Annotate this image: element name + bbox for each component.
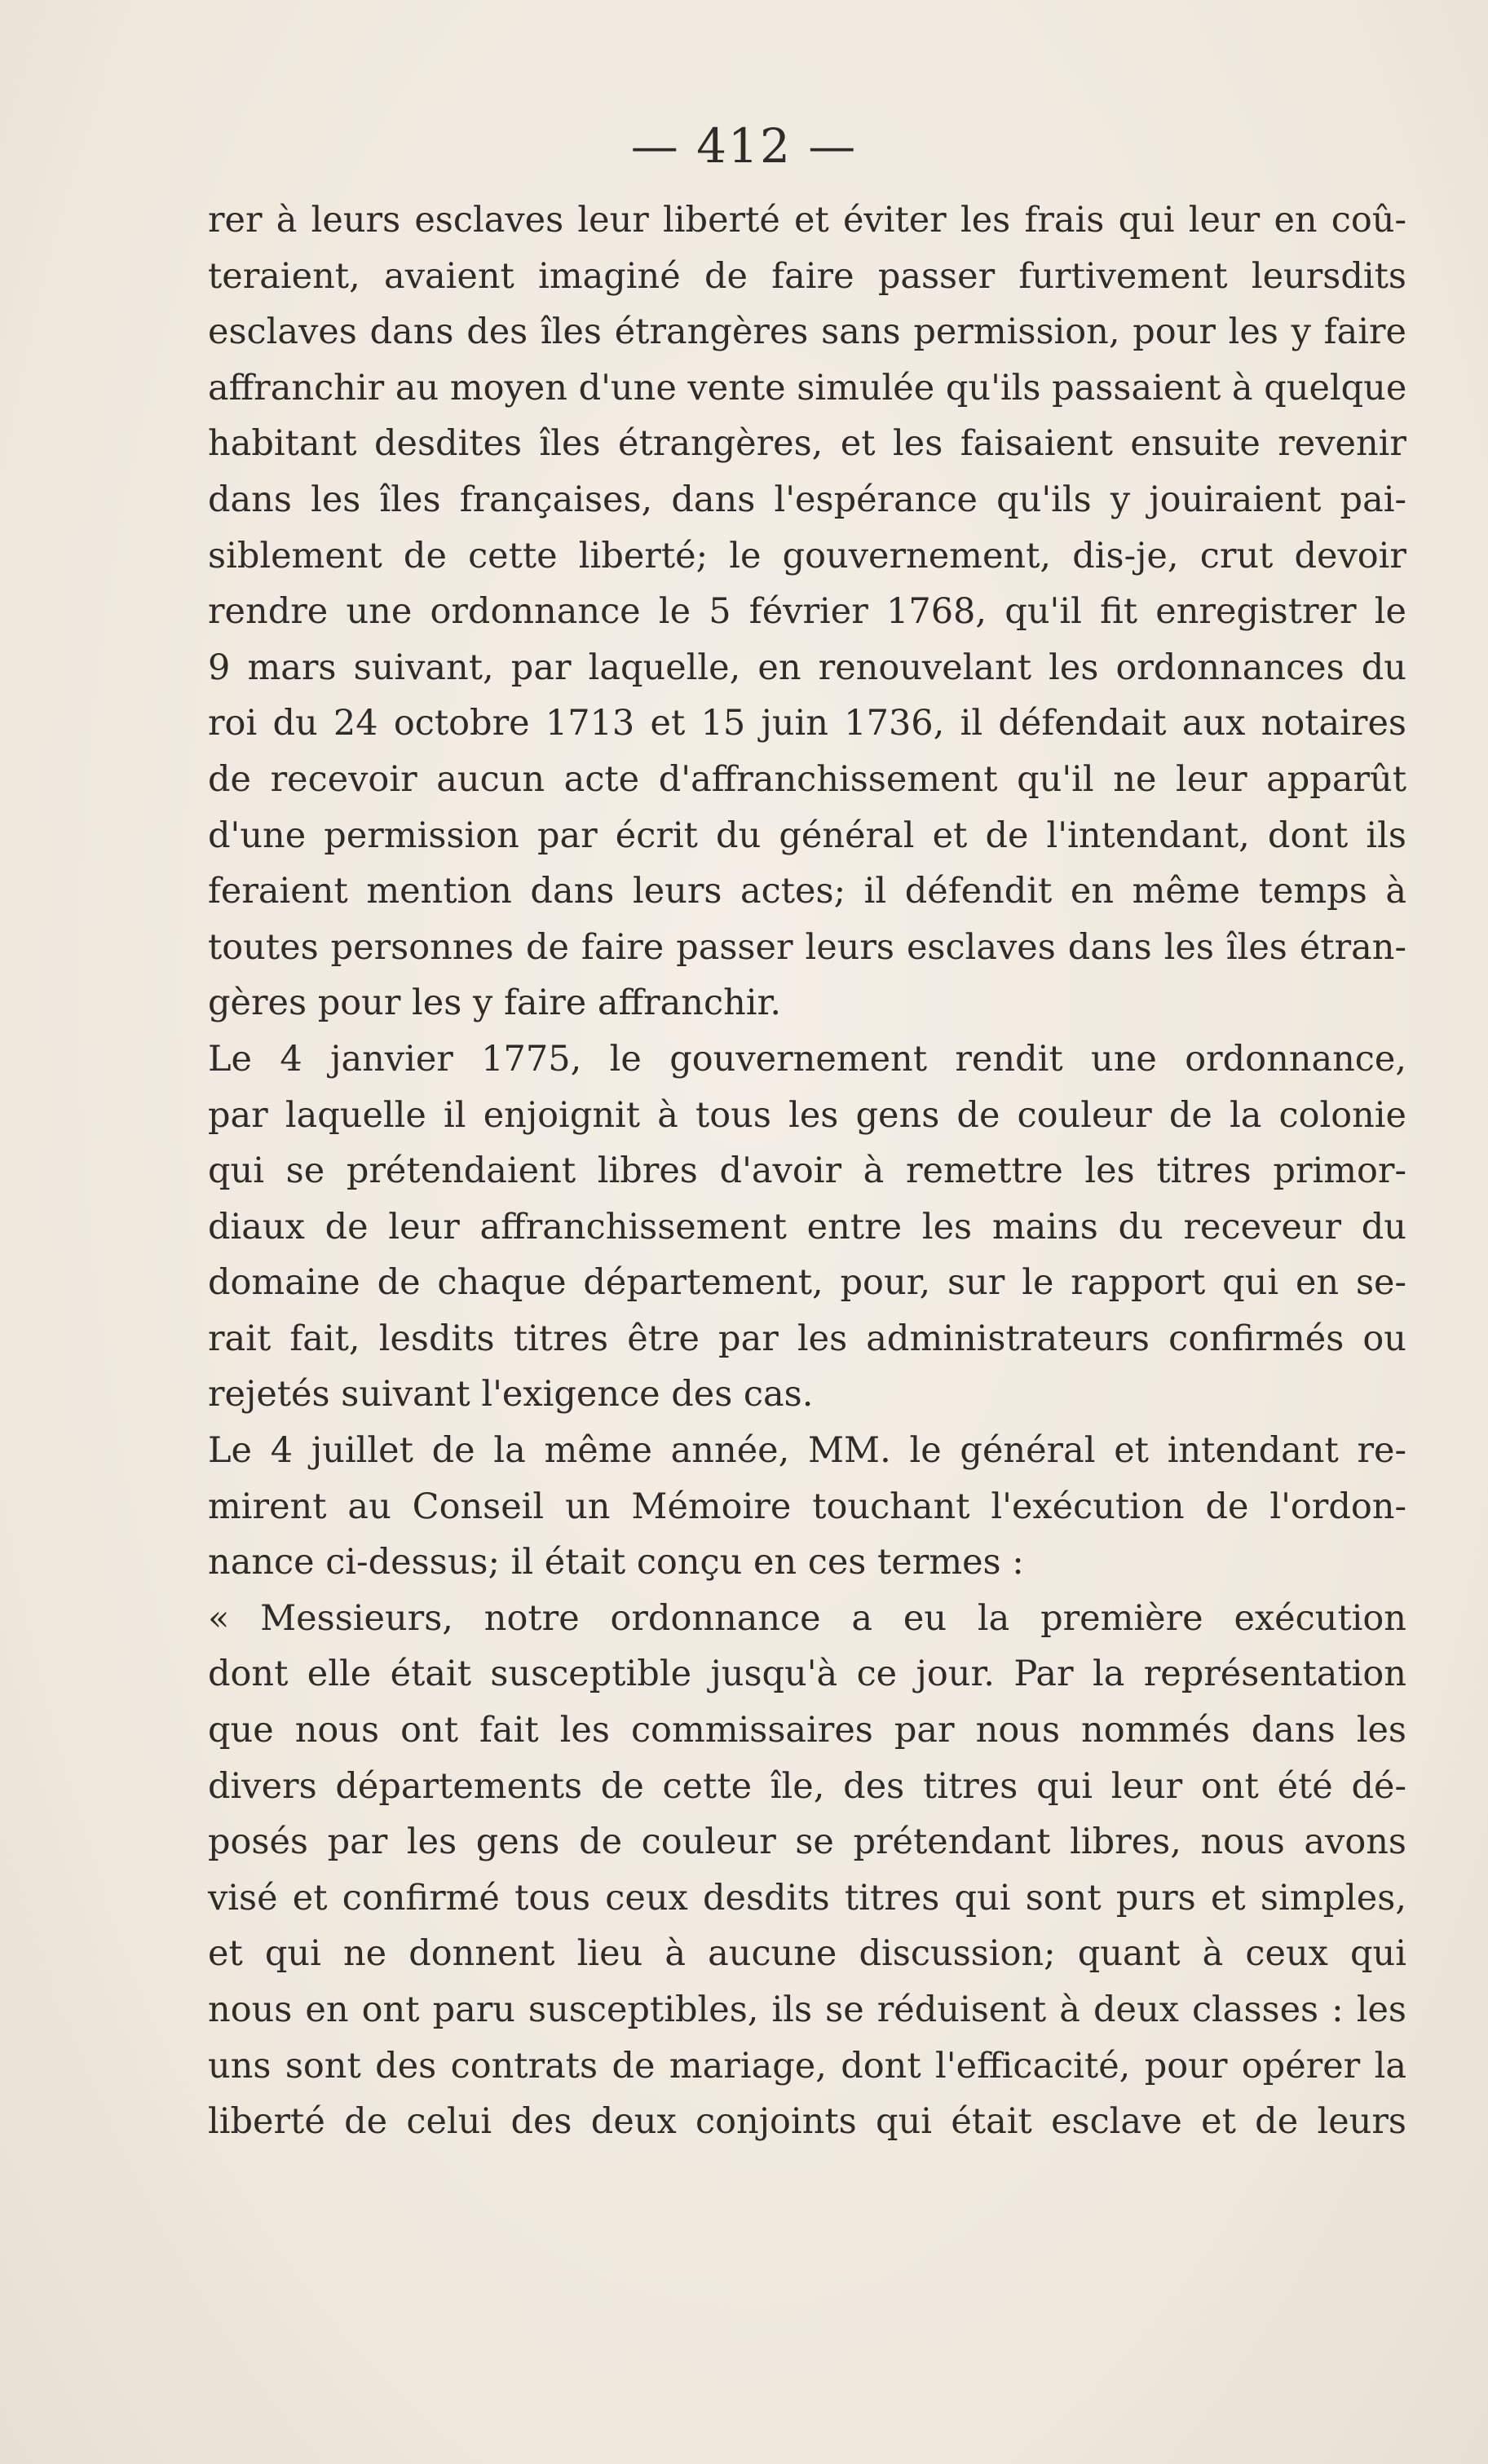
text-line: par laquelle il enjoignit à tous les gens de couleur de la colonie bbox=[208, 1094, 1406, 1136]
text-line: siblement de cette liberté; le gouvernement, dis-je, crut devoir bbox=[208, 535, 1406, 576]
text-line: Le 4 janvier 1775, le gouvernement rendit une ordonnance, bbox=[208, 1038, 1406, 1080]
text-line: roi du 24 octobre 1713 et 15 juin 1736, il défendait aux notaires bbox=[208, 703, 1406, 744]
text-line: esclaves dans des îles étrangères sans permission, pour les y faire bbox=[208, 311, 1406, 353]
text-line: feraient mention dans leurs actes; il défendit en même temps à bbox=[208, 871, 1406, 912]
text-line: que nous ont fait les commissaires par nous nommés dans les bbox=[208, 1710, 1406, 1751]
text-line: « Messieurs, notre ordonnance a eu la première exécution bbox=[208, 1597, 1406, 1639]
text-line: rait fait, lesdits titres être par les administrateurs confirmés ou bbox=[208, 1318, 1406, 1359]
text-line: liberté de celui des deux conjoints qui était esclave et de leurs bbox=[208, 2101, 1406, 2143]
text-line: divers départements de cette île, des titres qui leur ont été dé- bbox=[208, 1765, 1406, 1807]
text-line: visé et confirmé tous ceux desdits titres qui sont purs et simples, bbox=[208, 1877, 1406, 1919]
text-line: affranchir au moyen d'une vente simulée qu'ils passaient à quelque bbox=[208, 367, 1407, 408]
text-line: habitant desdites îles étrangères, et les faisaient ensuite revenir bbox=[208, 423, 1406, 465]
text-line: dont elle était susceptible jusqu'à ce jour. Par la représentation bbox=[208, 1654, 1406, 1695]
text-line: domaine de chaque département, pour, sur le rapport qui en se- bbox=[208, 1262, 1406, 1304]
text-line: de recevoir aucun acte d'affranchissement qu'il ne leur apparût bbox=[208, 758, 1406, 800]
text-line: uns sont des contrats de mariage, dont l'efficacité, pour opérer la bbox=[208, 2045, 1406, 2086]
text-line: qui se prétendaient libres d'avoir à remettre les titres primor- bbox=[208, 1150, 1406, 1192]
text-line: rejetés suivant l'exigence des cas. bbox=[208, 1374, 814, 1415]
text-line: d'une permission par écrit du général et de l'intendant, dont ils bbox=[208, 815, 1406, 856]
text-line: rendre une ordonnance le 5 février 1768, qu'il fit enregistrer le bbox=[208, 591, 1406, 633]
text-line: posés par les gens de couleur se prétendant libres, nous avons bbox=[208, 1822, 1406, 1863]
body-text bbox=[208, 192, 1406, 2150]
text-line: dans les îles françaises, dans l'espérance qu'ils y jouiraient pai- bbox=[208, 479, 1406, 520]
text-line: diaux de leur affranchissement entre les mains du receveur du bbox=[208, 1206, 1406, 1247]
text-line: 9 mars suivant, par laquelle, en renouvelant les ordonnances du bbox=[208, 647, 1406, 688]
text-line: nous en ont paru susceptibles, ils se réduisent à deux classes : les bbox=[208, 1989, 1406, 2030]
page-number: — 412 — bbox=[630, 118, 858, 174]
text-line: nance ci-dessus; il était conçu en ces termes : bbox=[208, 1542, 1024, 1583]
text-line: gères pour les y faire affranchir. bbox=[208, 983, 782, 1024]
text-line: et qui ne donnent lieu à aucune discussion; quant à ceux qui bbox=[208, 1933, 1406, 1975]
text-line: teraient, avaient imaginé de faire passer furtivement leursdits bbox=[208, 255, 1406, 297]
text-line: mirent au Conseil un Mémoire touchant l'exécution de l'ordon- bbox=[208, 1486, 1406, 1527]
text-line: toutes personnes de faire passer leurs esclaves dans les îles étran- bbox=[208, 926, 1406, 968]
text-line: Le 4 juillet de la même année, MM. le général et intendant re- bbox=[208, 1430, 1406, 1472]
text-line: rer à leurs esclaves leur liberté et éviter les frais qui leur en coû- bbox=[208, 200, 1406, 241]
